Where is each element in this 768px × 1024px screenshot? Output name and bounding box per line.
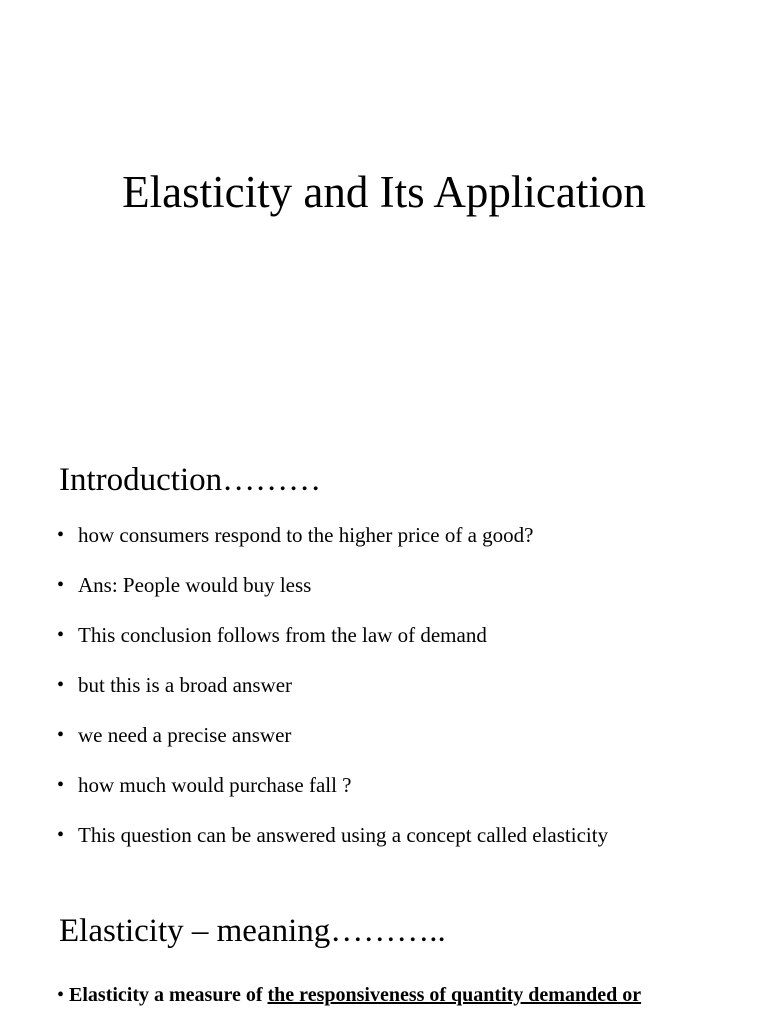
list-item [57, 670, 747, 720]
bullet-icon: • [57, 624, 65, 646]
definition-lead-text: Elasticity a measure of [69, 984, 268, 1006]
bullet-icon: • [57, 774, 65, 796]
bullet-icon: • [57, 674, 65, 696]
bullet-text: but this is a broad answer [78, 673, 293, 697]
list-item [57, 520, 747, 570]
bullet-icon: • [57, 824, 65, 846]
list-item [57, 820, 747, 870]
introduction-heading: Introduction……… [59, 462, 322, 498]
definition-underlined-text: the responsiveness of quantity demanded or [267, 984, 642, 1006]
bullet-text: This question can be answered using a concept called elasticity [78, 823, 609, 847]
bullet-text: This conclusion follows from the law of demand [78, 623, 487, 647]
list-item [57, 570, 747, 620]
list-item [57, 770, 747, 820]
bullet-icon: • [57, 984, 65, 1006]
introduction-bullet-list [57, 520, 747, 870]
bullet-text: Ans: People would buy less [78, 573, 312, 597]
elasticity-definition [57, 980, 710, 1010]
elasticity-meaning-heading: Elasticity – meaning……….. [59, 913, 446, 949]
list-item [57, 720, 747, 770]
bullet-text: we need a precise answer [78, 723, 292, 747]
bullet-icon: • [57, 524, 65, 546]
bullet-text: how much would purchase fall ? [78, 773, 352, 797]
page-title: Elasticity and Its Application [122, 167, 646, 217]
bullet-icon: • [57, 724, 65, 746]
bullet-text: how consumers respond to the higher price of a good? [78, 523, 534, 547]
bullet-icon: • [57, 574, 65, 596]
list-item [57, 620, 747, 670]
